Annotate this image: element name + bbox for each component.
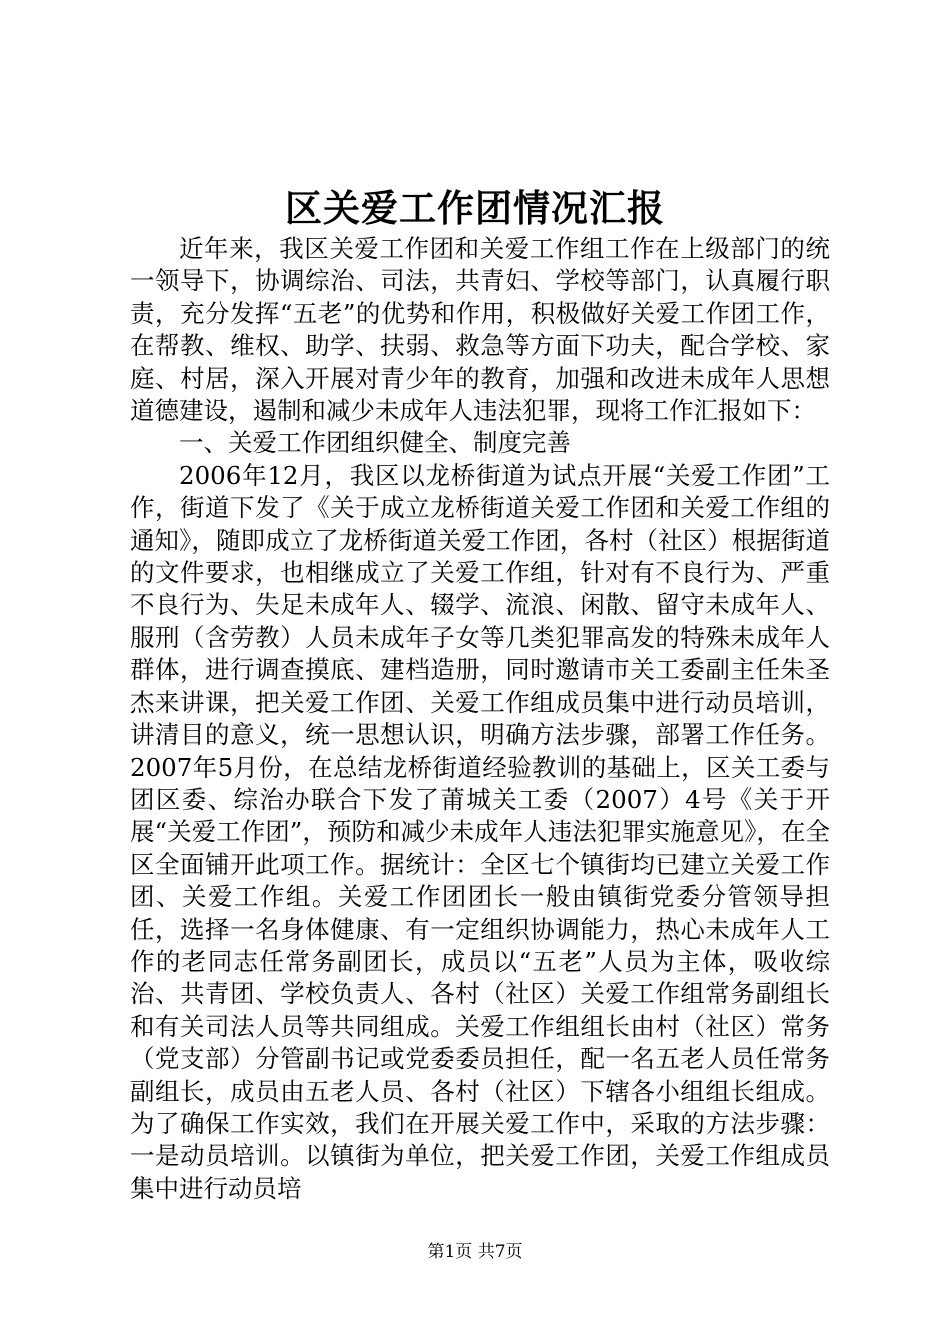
- paragraph-section-1: 2006年12月，我区以龙桥街道为试点开展“关爱工作团”工作，街道下发了《关于成立龙桥街道关爱工作团和关爱工作组的通知》，随即成立了龙桥街道关爱工作团，各村（社区）根据街道的文件要求，也相继成立了关爱工作组，针对有不良行为、严重不良行为、失足未成年人、辍学、流浪、闲散、留守未成年人、服刑（含劳教）人员未成年子女等几类犯罪高发的特殊未成年人群体，进行调查摸底、建档造册，同时邀请市关工委副主任朱圣杰来讲课，把关爱工作团、关爱工作组成员集中进行动员培训，讲清目的意义，统一思想认识，明确方法步骤，部署工作任务。2007年5月份，在总结龙桥街道经验教训的基础上，区关工委与团区委、综治办联合下发了莆城关工委（2007）4号《关于开展“关爱工作团”，预防和减少未成年人违法犯罪实施意见》，在全区全面铺开此项工作。据统计：全区七个镇街均已建立关爱工作团、关爱工作组。关爱工作团团长一般由镇街党委分管领导担任，选择一名身体健康、有一定组织协调能力，热心未成年人工作的老同志任常务副团长，成员以“五老”人员为主体，吸收综治、共青团、学校负责人、各村（社区）关爱工作组常务副组长和有关司法人员等共同组成。关爱工作组组长由村（社区）常务（党支部）分管副书记或党委委员担任，配一名五老人员任常务副组长，成员由五老人员、各村（社区）下辖各小组组长组成。为了确保工作实效，我们在开展关爱工作中，采取的方法步骤：一是动员培训。以镇街为单位，把关爱工作团，关爱工作组成员集中进行动员培: [130, 460, 830, 1203]
- document-title: 区关爱工作团情况汇报: [285, 186, 665, 230]
- section-heading: 一、关爱工作团组织健全、制度完善: [179, 428, 571, 458]
- document-body: [130, 233, 830, 1205]
- page-number-footer: 第1页 共7页: [427, 1242, 523, 1262]
- paragraph-intro: 近年来，我区关爱工作团和关爱工作组工作在上级部门的统一领导下，协调综治、司法，共青妇、学校等部门，认真履行职责，充分发挥“五老”的优势和作用，积极做好关爱工作团工作，在帮教、维权、助学、扶弱、救急等方面下功夫，配合学校、家庭、村居，深入开展对青少年的教育，加强和改进未成年人思想道德建设，遏制和减少未成年人违法犯罪，现将工作汇报如下：: [130, 234, 830, 426]
